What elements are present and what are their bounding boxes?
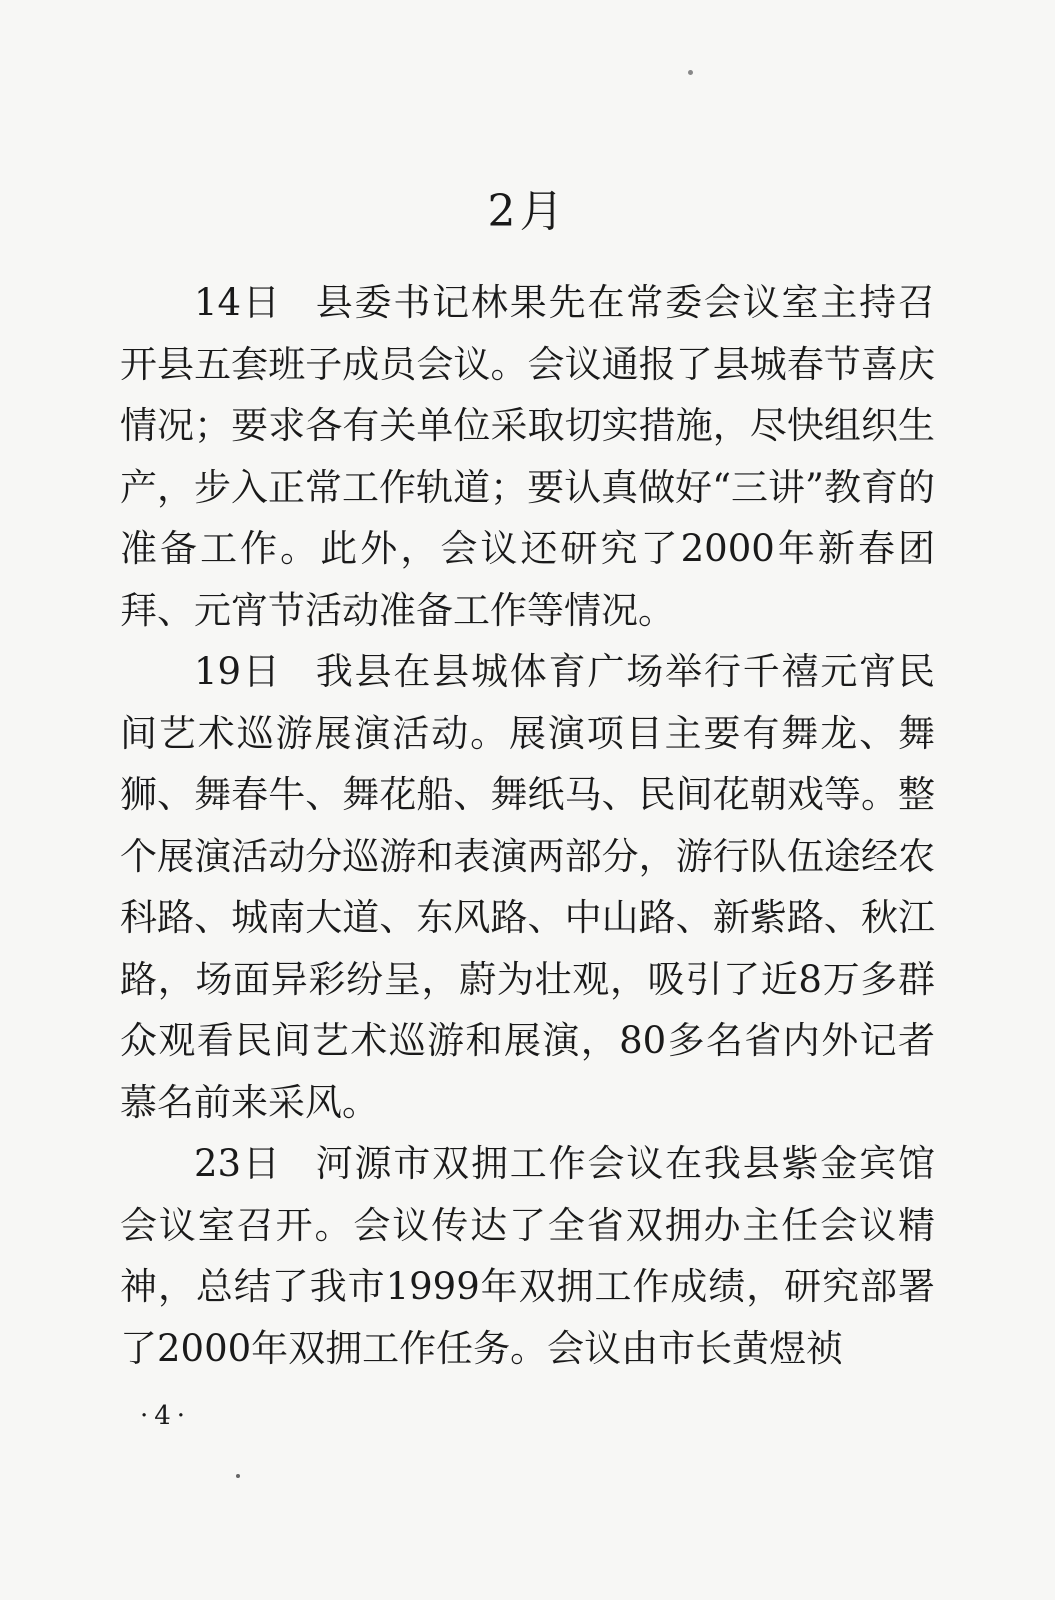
entry-14 xyxy=(120,272,935,641)
entry-19 xyxy=(120,641,935,1133)
entry-23 xyxy=(120,1133,935,1379)
entry-text: 县委书记林果先在常委会议室主持召开县五套班子成员会议。会议通报了县城春节喜庆情况；要求各有关单位采取切实措施，尽快组织生产，步入正常工作轨道；要认真做好“三讲”教育的准备工作。此外，会议还研究了2000年新春团拜、元宵节活动准备工作等情况。 xyxy=(120,281,935,632)
scan-speck xyxy=(236,1474,240,1478)
chronicle-body xyxy=(120,272,935,1379)
month-heading: 2月 xyxy=(487,186,568,237)
entry-date: 23日 xyxy=(194,1142,282,1185)
entry-date: 19日 xyxy=(194,650,282,693)
entry-text: 河源市双拥工作会议在我县紫金宾馆会议室召开。会议传达了全省双拥办主任会议精神，总结了我市1999年双拥工作成绩，研究部署了2000年双拥工作任务。会议由市长黄煜祯 xyxy=(120,1142,935,1370)
page-number: ·4· xyxy=(140,1401,192,1431)
scan-speck xyxy=(688,70,693,75)
entry-text: 我县在县城体育广场举行千禧元宵民间艺术巡游展演活动。展演项目主要有舞龙、舞狮、舞春牛、舞花船、舞纸马、民间花朝戏等。整个展演活动分巡游和表演两部分，游行队伍途经农科路、城南大道、东风路、中山路、新紫路、秋江路，场面异彩纷呈，蔚为壮观，吸引了近8万多群众观看民间艺术巡游和展演，80多名省内外记者慕名前来采风。 xyxy=(120,650,935,1124)
entry-date: 14日 xyxy=(194,281,282,324)
